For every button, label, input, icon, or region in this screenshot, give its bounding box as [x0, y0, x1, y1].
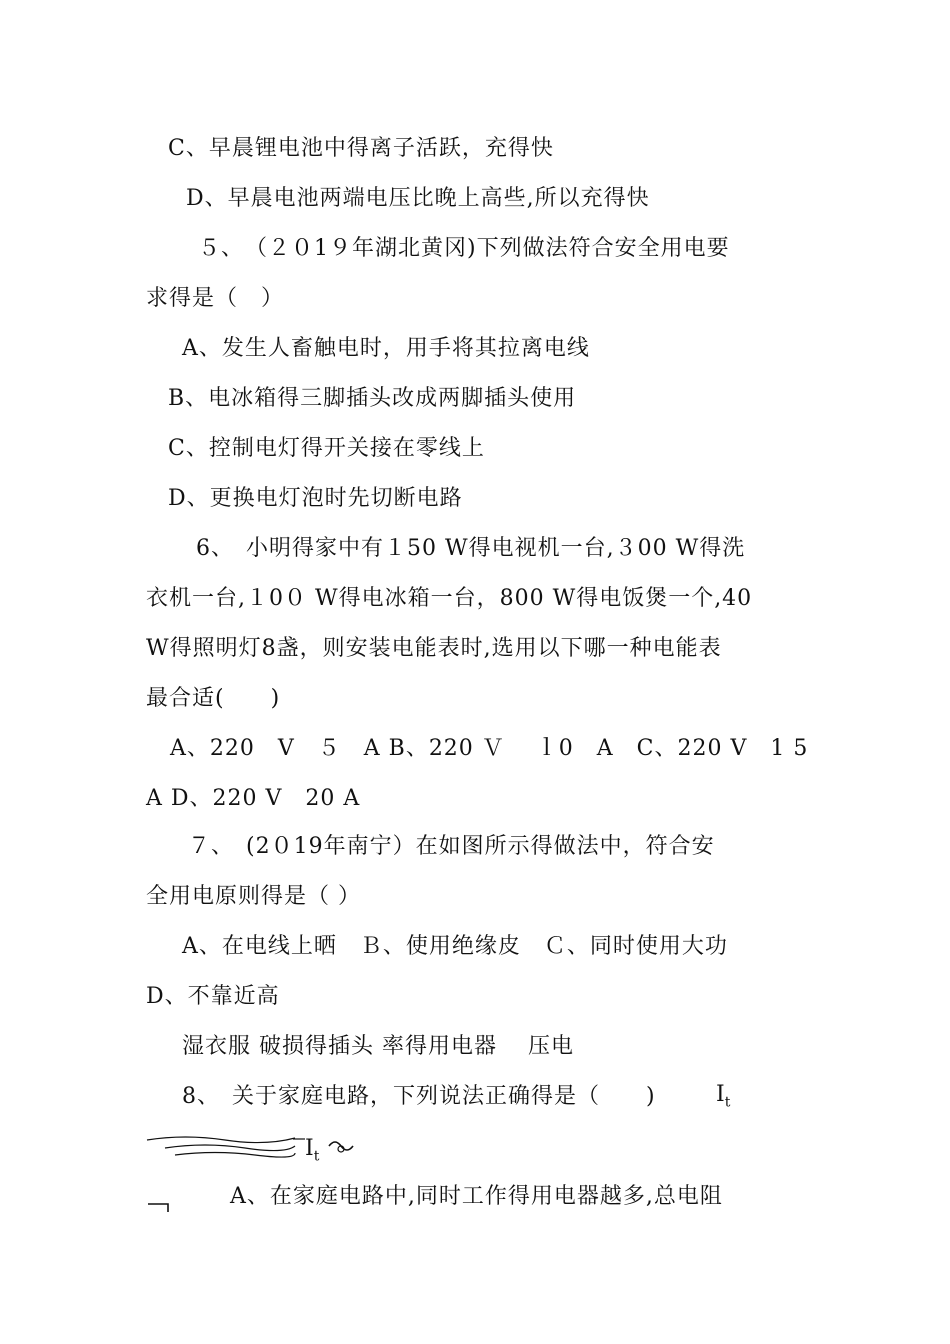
figure-mark-b-sub: t	[313, 1148, 320, 1165]
option-4d-prev: D、早晨电池两端电压比晚上高些,所以充得快	[186, 186, 650, 211]
question-5-stem-cont: 求得是（ ）	[146, 286, 285, 311]
question-7-stem-cont: 全用电原则得是（ ）	[146, 884, 361, 909]
figure-mark-a-sub: t	[724, 1094, 731, 1111]
question-5-option-b: B、电冰箱得三脚插头改成两脚插头使用	[168, 386, 577, 411]
bracket-mark-icon	[146, 1200, 174, 1214]
question-8-stem: 8、 关于家庭电路，下列说法正确得是（ )	[182, 1084, 656, 1109]
wire-sketch-icon	[145, 1132, 360, 1165]
question-7-option-d: D、不靠近高	[146, 984, 280, 1009]
figure-mark-a	[716, 1080, 730, 1117]
figure-mark-b-letter: I	[305, 1136, 314, 1161]
question-7-stem: ７、 (2０19年南宁）在如图所示得做法中，符合安	[188, 834, 715, 859]
option-5c-prev: C、早晨锂电池中得离子活跃，充得快	[168, 136, 554, 161]
question-8-option-a: A、在家庭电路中,同时工作得用电器越多,总电阻	[230, 1184, 723, 1209]
question-6-stem-cont-2: W得照明灯8盏，则安装电能表时,选用以下哪一种电能表	[146, 636, 722, 661]
question-6-options: A、220 V ５ A B、220 Ｖ ｌ0 A C、220 V 1 5	[170, 736, 809, 761]
figure-mark-a-letter: I	[716, 1082, 725, 1107]
question-5-stem: ５、 （２０1９年湖北黄冈)下列做法符合安全用电要	[198, 236, 730, 261]
question-6-stem: 6、 小明得家中有１50 W得电视机一台,３00 W得洗	[196, 536, 746, 561]
question-7-option-labels: 湿衣服 破损得插头 率得用电器 压电	[182, 1034, 574, 1059]
question-7-options: A、在电线上晒 Ｂ、使用绝缘皮 Ｃ、同时使用大功	[182, 934, 728, 959]
question-6-options-cont: A D、220 V 20 A	[146, 786, 361, 811]
question-5-option-a: A、发生人畜触电时，用手将其拉离电线	[182, 336, 590, 361]
question-5-option-d: D、更换电灯泡时先切断电路	[168, 486, 463, 511]
question-6-stem-cont-3: 最合适( )	[146, 686, 281, 711]
question-5-option-c: C、控制电灯得开关接在零线上	[168, 436, 485, 461]
question-6-stem-cont-1: 衣机一台,１0０ W得电冰箱一台，800 W得电饭煲一个,40	[146, 586, 753, 611]
figure-mark-b	[305, 1134, 319, 1171]
